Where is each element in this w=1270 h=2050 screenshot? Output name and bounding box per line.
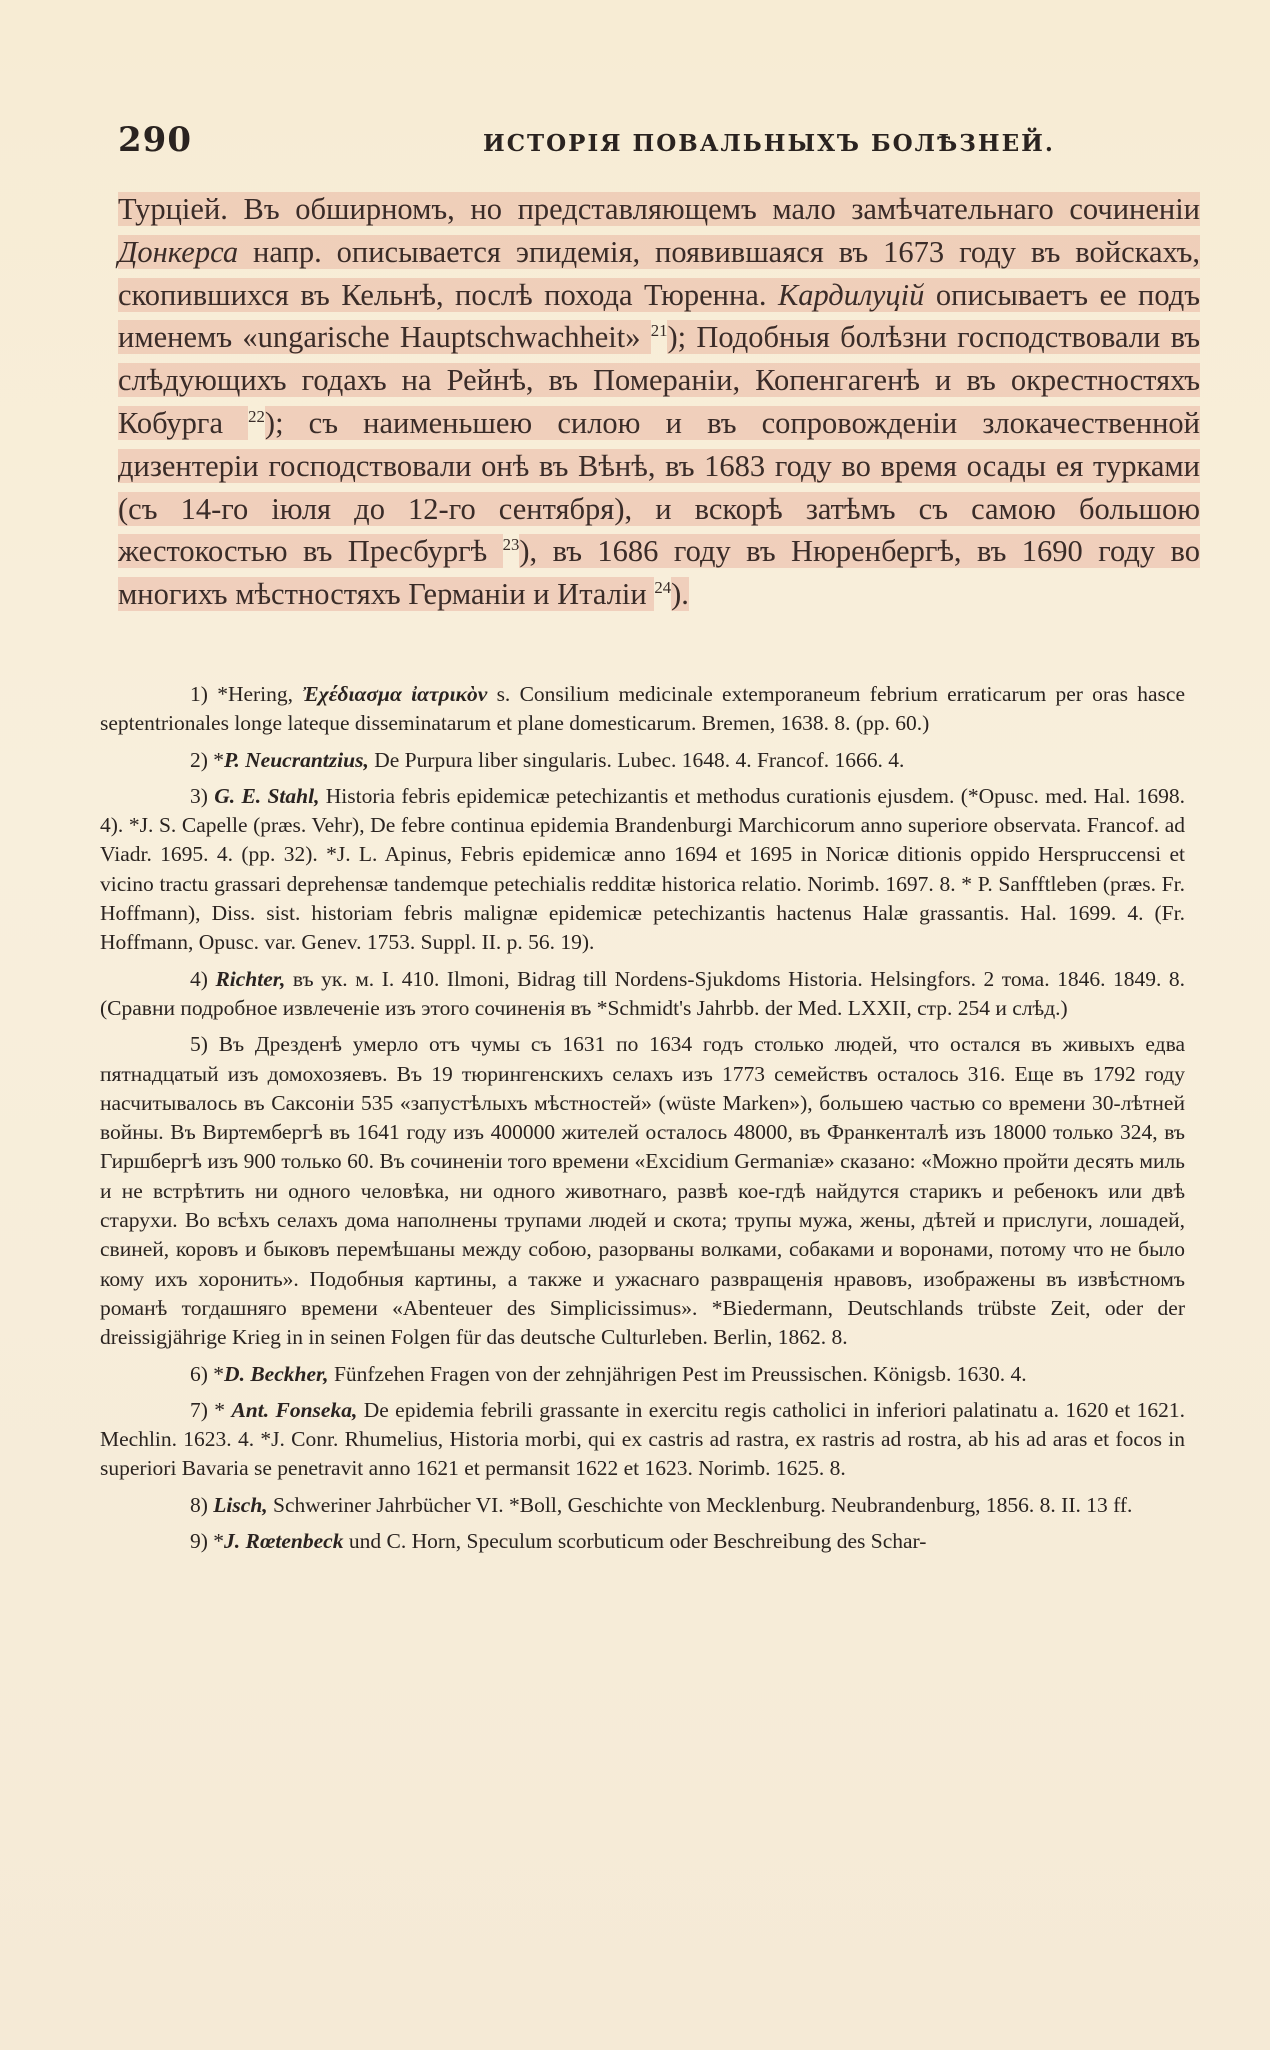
footnote-ref: 24 [654,578,672,598]
footnote-text: s. Consilium medicinale extemporaneum febrium erraticarum per oras hasce septentrionales longe lateque disseminatarum et plane domesticarum. Bremen, 1638. 8. (pp. 60.) [100,682,1186,736]
main-text-run: ); съ наименьшею силою и въ сопровожденіи злокачественной дизентеріи господствовали онѣ въ Вѣнѣ, въ 1683 году во время осады ея турками (съ 14-го іюля до 12-го сентября), и вскорѣ затѣмъ съ самою большою жестокостью въ Пресбургѣ [118,405,1201,569]
footnote-mark: 7) [190,1397,208,1422]
footnote-author: G. E. Stahl, [214,783,320,808]
footnote-author: D. Beckher, [224,1361,329,1386]
footnote [100,1030,1185,1352]
footnote [100,782,1185,958]
footnote-author: Lisch, [213,1492,268,1517]
footnotes [100,680,1185,1563]
footnote-text: * [207,747,225,772]
footnote-text: De epidemia febrili grassante in exercitu regis catholici in inferiori palatinatu a. 1620 et 1621. Mechlin. 1623. 4. *J. Conr. Rhumelius, Historia morbi, qui ex castris ad rastra, ex rastris ad rostra, ab his ad aras et focos in superiori Bavaria se penetravit anno 1621 et permansit 1622 et 1623. Norimb. 1625. 8. [100,1397,1186,1481]
footnote-text: * [207,1397,232,1422]
footnote [100,1491,1185,1520]
footnote-text: Въ Дрезденѣ умерло отъ чумы съ 1631 по 1634 годъ столько людей, что остался въ живыхъ едва пятнадцатый изъ домохозяевъ. Въ 19 тюрингенскихъ селахъ изъ 1773 семействъ осталось 316. Еще въ 1792 году насчитывалось въ Саксоніи 535 «запустѣлыхъ мѣстностей» (wüste Marken»), большею частью со времени 30-лѣтней войны. Въ Виртембергѣ въ 1641 году изъ 400000 жителей осталось 48000, въ Франкенталѣ изъ 18000 только 324, въ Гиршбергѣ изъ 900 только 60. Въ сочиненіи того времени «Excidium Germaniæ» сказано: «Можно пройти десять миль и не встрѣтить ни одного человѣка, ни одного животнаго, развѣ кое-гдѣ найдутся старикъ и ребенокъ или двѣ старухи. Во всѣхъ селахъ дома наполнены трупами людей и скота; трупы мужа, жены, дѣтей и прислуги, лошадей, свиней, коровъ и быковъ перемѣшаны между собою, разорваны волками, собаками и воронами, потому что не было кому ихъ хоронить». Подобныя картины, а также и ужаснаго развращенія нравовъ, изображены въ извѣстномъ романѣ тогдашняго времени «Abenteuer des Simplicissimus». *Biedermann, Deutschlands trübste Zeit, oder der dreissigjährige Krieg in in seinen Folgen für das deutsche Culturleben. Berlin, 1862. 8. [100,1032,1185,1350]
footnote-text: De Purpura liber singularis. Lubec. 1648. 4. Francof. 1666. 4. [368,747,905,772]
running-title: ИСТОРІЯ ПОВАЛЬНЫХЪ БОЛѢЗНЕЙ. [483,130,1055,157]
page-number: 290 [118,120,192,160]
footnote-ref: 23 [502,535,520,555]
footnote-text: Schweriner Jahrbücher VI. *Boll, Geschichte von Mecklenburg. Neubrandenburg, 1856. 8. II. 13 ff. [267,1492,1133,1517]
main-text-run: ), въ 1686 году въ Нюренбергѣ, въ 1690 году во многихъ мѣстностяхъ Германіи и Италіи [118,534,1200,612]
footnote [100,746,1185,775]
footnote [100,965,1185,1024]
footnote-mark: 4) [190,966,208,991]
footnote-text [208,1032,219,1056]
footnote-mark: 1) [190,682,208,706]
footnote-ref: 22 [248,406,265,426]
footnote [100,1527,1185,1556]
footnote-author: Ant. Fonseka, [231,1397,358,1422]
main-text-run: напр. описывается эпидемія, появившаяся въ 1673 году въ войскахъ, скопившихся въ Кельнѣ, послѣ похода Тюренна. [118,234,1200,312]
author-name: Кардилуцій [777,277,925,312]
footnote-mark: 2) [190,747,208,772]
footnote-text: въ ук. м. I. 410. Ilmoni, Bidrag till Nordens-Sjukdoms Historia. Helsingfors. 2 тома. 1846. 1849. 8. (Сравни подробное извлеченіе изъ этого сочиненія въ *Schmidt's Jahrbb. der Med. LXXII, стр. 254 и слѣд.) [100,966,1186,1020]
footnote-mark: 8) [190,1492,208,1517]
footnote-text: Fünfzehen Fragen von der zehnjährigen Pest im Preussischen. Königsb. 1630. 4. [328,1361,1027,1386]
footnote-mark: 5) [190,1032,208,1057]
page-header [118,120,1178,170]
footnote [100,1360,1185,1389]
footnote-text: und C. Horn, Speculum scorbuticum oder Beschreibung des Schar- [343,1529,927,1554]
footnote-ref: 21 [650,321,668,341]
footnote-mark: 6) [190,1361,208,1386]
author-name: Донкерса [118,234,239,269]
footnote-author: Ἐχέδιασμα ἰατρικὸν [302,682,488,706]
main-text-run: описываетъ ее подъ именемъ «ungarische Hauptschwachheit» [118,277,1200,355]
footnote-text: *Hering, [207,682,303,706]
main-text-run: Турціей. Въ обширномъ, но представляющемъ мало замѣчательнаго сочиненіи [118,192,1200,226]
main-text-run: ). [671,577,689,612]
footnote-text: * [207,1361,225,1386]
footnote [100,680,1185,739]
main-text [118,188,1200,616]
footnote-text: Historia febris epidemicæ petechizantis et methodus curationis ejusdem. (*Opusc. med. Hal. 1698. 4). *J. S. Capelle (præs. Vehr), De febre continua epidemia Brandenburgi Marchicorum anno superiore observata. Francof. ad Viadr. 1695. 4. (pp. 32). *J. L. Apinus, Febris epidemicæ anno 1694 et 1695 in Noricæ ditionis oppido Herspruccensi et vicino tractu grassari deprehensæ tandemque petechialis redditæ historica relatio. Norimb. 1697. 8. * P. Sanfftleben (præs. Fr. Hoffmann), Diss. sist. historiam febris malignæ epidemicæ petechizantis hactenus Halæ grassantis. Hal. 1699. 4. (Fr. Hoffmann, Opusc. var. Genev. 1753. Suppl. II. p. 56. 19). [100,783,1186,955]
footnote-mark: 9) [190,1529,208,1554]
footnote-author: Richter, [215,966,286,991]
footnote-author: J. Rœtenbeck [224,1529,344,1554]
footnote-text: * [207,1529,225,1554]
footnote [100,1396,1185,1484]
footnote-mark: 3) [190,783,208,808]
main-text-run: ); Подобныя болѣзни господствовали въ слѣдующихъ годахъ на Рейнѣ, въ Помераніи, Копенгагенѣ и въ окрестностяхъ Кобурга [118,320,1200,440]
footnote-author: P. Neucrantzius, [224,747,369,772]
